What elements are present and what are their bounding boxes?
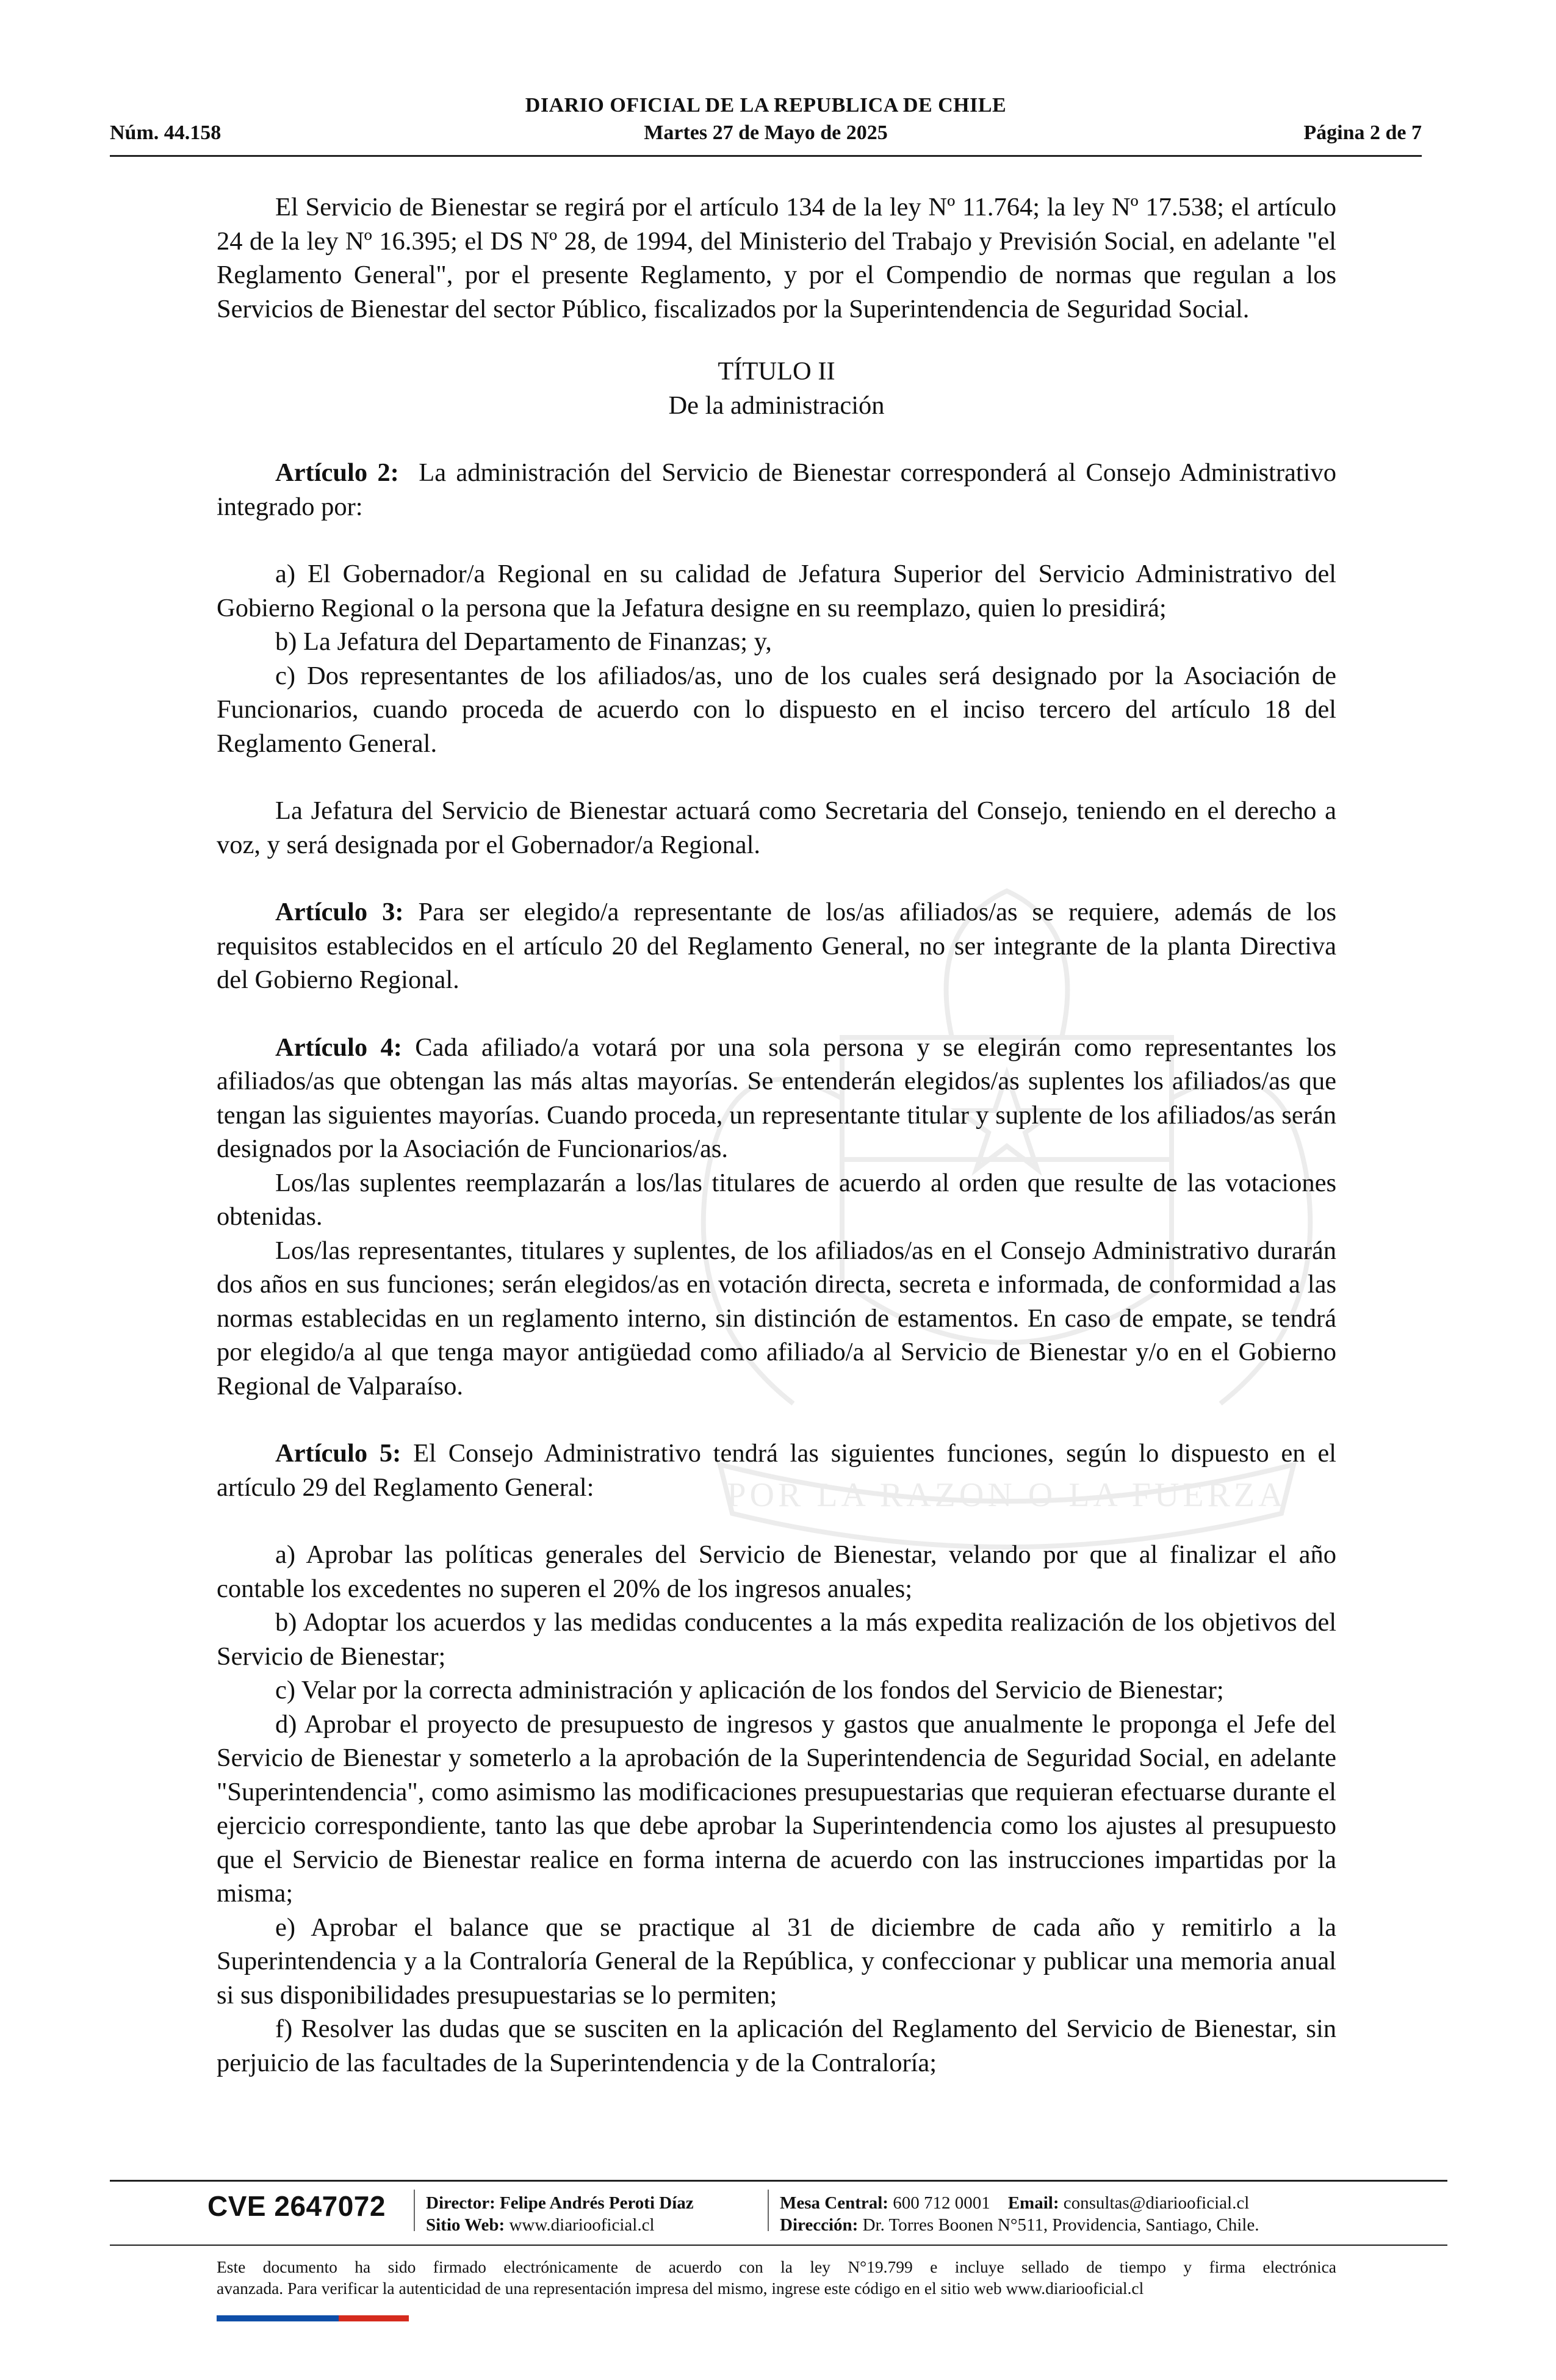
article-3-paragraph (217, 895, 1336, 997)
article-2-item-c: c) Dos representantes de los afiliados/as, uno de los cuales será designado por la Asociación de Funcionarios, cuando proceda de acuerdo con lo dispuesto en el inciso tercero del artículo 18 del Reglamento General. (217, 661, 1336, 758)
footer-director-block (426, 2192, 694, 2236)
header-row (110, 121, 1422, 148)
article-3-label: Artículo 3: (275, 898, 404, 926)
flag-blue-segment (217, 2315, 339, 2321)
flag-red-segment (339, 2315, 409, 2321)
footer-divider-bottom (110, 2245, 1447, 2246)
website-link[interactable]: www.diariooficial.cl (509, 2215, 655, 2235)
intro-paragraph: El Servicio de Bienestar se regirá por el artículo 134 de la ley Nº 11.764; la ley Nº 17.538; el artículo 24 de la ley Nº 16.395; el DS Nº 28, de 1994, del Ministerio del Trabajo y Previsión Social, en adelante "el Reglamento General", por el presente Reglamento, y por el Compendio de normas que regulan a los Servicios de Bienestar del sector Público, fiscalizados por la Superintendencia de Seguridad Social. (217, 193, 1336, 323)
article-2-item-b: b) La Jefatura del Departamento de Finanzas; y, (275, 627, 772, 656)
footer-divider-top (110, 2180, 1447, 2182)
titulo-subheading: De la administración (668, 391, 885, 420)
issue-number: Núm. 44.158 (110, 121, 222, 144)
article-2-paragraph (217, 456, 1336, 524)
issue-date: Martes 27 de Mayo de 2025 (644, 121, 888, 144)
footer-separator-2 (768, 2190, 769, 2231)
article-2-secretaria: La Jefatura del Servicio de Bienestar actuará como Secretaria del Consejo, teniendo en el derecho a voz, y será designada por el Gobernador/a Regional. (217, 796, 1336, 859)
director-name: Felipe Andrés Peroti Díaz (500, 2193, 694, 2213)
article-5-item-a: a) Aprobar las políticas generales del Servicio de Bienestar, velando por que al finalizar el año contable los excedentes no superen el 20% de los ingresos anuales; (217, 1540, 1336, 1603)
article-5-item-f: f) Resolver las dudas que se susciten en la aplicación del Reglamento del Servicio de Bienestar, sin perjuicio de las facultades de la Superintendencia y de la Contraloría; (217, 2014, 1336, 2077)
article-4-text: Cada afiliado/a votará por una sola persona y se elegirán como representantes los afiliados/as que obtengan las más altas mayorías. Se entenderán elegidos/as suplentes los afiliados/as que tengan las siguientes mayorías. Cuando proceda, un representante titular y suplente de los afiliados/as serán designados por la Asociación de Funcionarios/as. (217, 1033, 1337, 1163)
article-4-label: Artículo 4: (275, 1033, 402, 1062)
article-4-paragraph-3: Los/las representantes, titulares y suplentes, de los afiliados/as en el Consejo Administrativo durarán dos años en sus funciones; serán elegidos/as en votación directa, secreta e informada, de conformidad a las normas establecidas en un reglamento interno, sin distinción de estamentos. En caso de empate, se tendrá por elegido/a al que tenga mayor antigüedad como afiliado/a al Servicio de Bienestar y/o en el Gobierno Regional de Valparaíso. (217, 1236, 1336, 1401)
article-4-paragraph-2: Los/las suplentes reemplazarán a los/las titulares de acuerdo al orden que resulte de las votaciones obtenidas. (217, 1168, 1336, 1231)
article-4-paragraph (217, 1031, 1336, 1166)
cve-code: CVE 2647072 (207, 2190, 386, 2222)
article-5-item-e: e) Aprobar el balance que se practique al 31 de diciembre de cada año y remitirlo a la Superintendencia y a la Contraloría General de la República, y confeccionar y publicar una memoria anual si sus disponibilidades presupuestarias se lo permiten; (217, 1913, 1336, 2010)
article-5-item-d: d) Aprobar el proyecto de presupuesto de ingresos y gastos que anualmente le proponga el Jefe del Servicio de Bienestar y someterlo a la aprobación de la Superintendencia de Seguridad Social, en adelante "Superintendencia", como asimismo las modificaciones presupuestarias que requieran efectuarse durante el ejercicio correspondiente, tanto las que debe aprobar la Superintendencia como los ajustes al presupuesto que el Servicio de Bienestar realice en forma interna de acuerdo con las instrucciones impartidas por la misma; (217, 1709, 1336, 1908)
direccion-label: Dirección: (780, 2215, 859, 2235)
article-5-item-b: b) Adoptar los acuerdos y las medidas conducentes a la más expedita realización de los objetivos del Servicio de Bienestar; (217, 1608, 1336, 1671)
mesa-label: Mesa Central: (780, 2193, 888, 2213)
signature-note-line-1: Este documento ha sido firmado electrónicamente de acuerdo con la ley N°19.799 e incluye sellado de tiempo y firma electrónica (217, 2257, 1336, 2276)
email-label: Email: (1007, 2193, 1059, 2213)
document-body (217, 190, 1336, 2080)
header-divider (110, 155, 1422, 157)
article-5-item-c: c) Velar por la correcta administración y aplicación de los fondos del Servicio de Bienestar; (275, 1676, 1224, 1704)
signature-note-line-2: avanzada. Para verificar la autenticidad de una representación impresa del mismo, ingrese este código en el sitio web www.diariooficial.cl (217, 2279, 1144, 2298)
web-label: Sitio Web: (426, 2215, 505, 2235)
watermark-motto: POR LA RAZON O LA FUERZA (727, 1476, 1287, 1514)
article-5-text: El Consejo Administrativo tendrá las siguientes funciones, según lo dispuesto en el artículo 29 del Reglamento General: (217, 1439, 1336, 1502)
gazette-title: DIARIO OFICIAL DE LA REPUBLICA DE CHILE (525, 94, 1007, 117)
mesa-phone: 600 712 0001 (893, 2193, 990, 2213)
article-2-item-a: a) El Gobernador/a Regional en su calidad de Jefatura Superior del Servicio Administrativo del Gobierno Regional o la persona que la Jefatura designe en su reemplazo, quien lo presidirá; (217, 560, 1336, 622)
article-2-text: La administración del Servicio de Bienestar corresponderá al Consejo Administrativo integrado por: (217, 458, 1336, 521)
article-5-paragraph (217, 1437, 1336, 1504)
flag-color-bar (217, 2315, 409, 2321)
signature-note (217, 2256, 1336, 2299)
email-link[interactable]: consultas@diariooficial.cl (1063, 2193, 1250, 2213)
footer-contact-block (780, 2192, 1259, 2236)
footer-separator-1 (414, 2190, 415, 2231)
article-5-label: Artículo 5: (275, 1439, 402, 1468)
direccion-text: Dr. Torres Boonen N°511, Providencia, Santiago, Chile. (862, 2215, 1259, 2235)
page-number: Página 2 de 7 (1303, 121, 1422, 144)
director-label: Director: (426, 2193, 495, 2213)
article-3-text: Para ser elegido/a representante de los/as afiliados/as se requiere, además de los requisitos establecidos en el artículo 20 del Reglamento General, no ser integrante de la planta Directiva del Gobierno Regional. (217, 898, 1336, 994)
article-2-label: Artículo 2: (275, 458, 399, 487)
titulo-heading: TÍTULO II (718, 357, 835, 386)
